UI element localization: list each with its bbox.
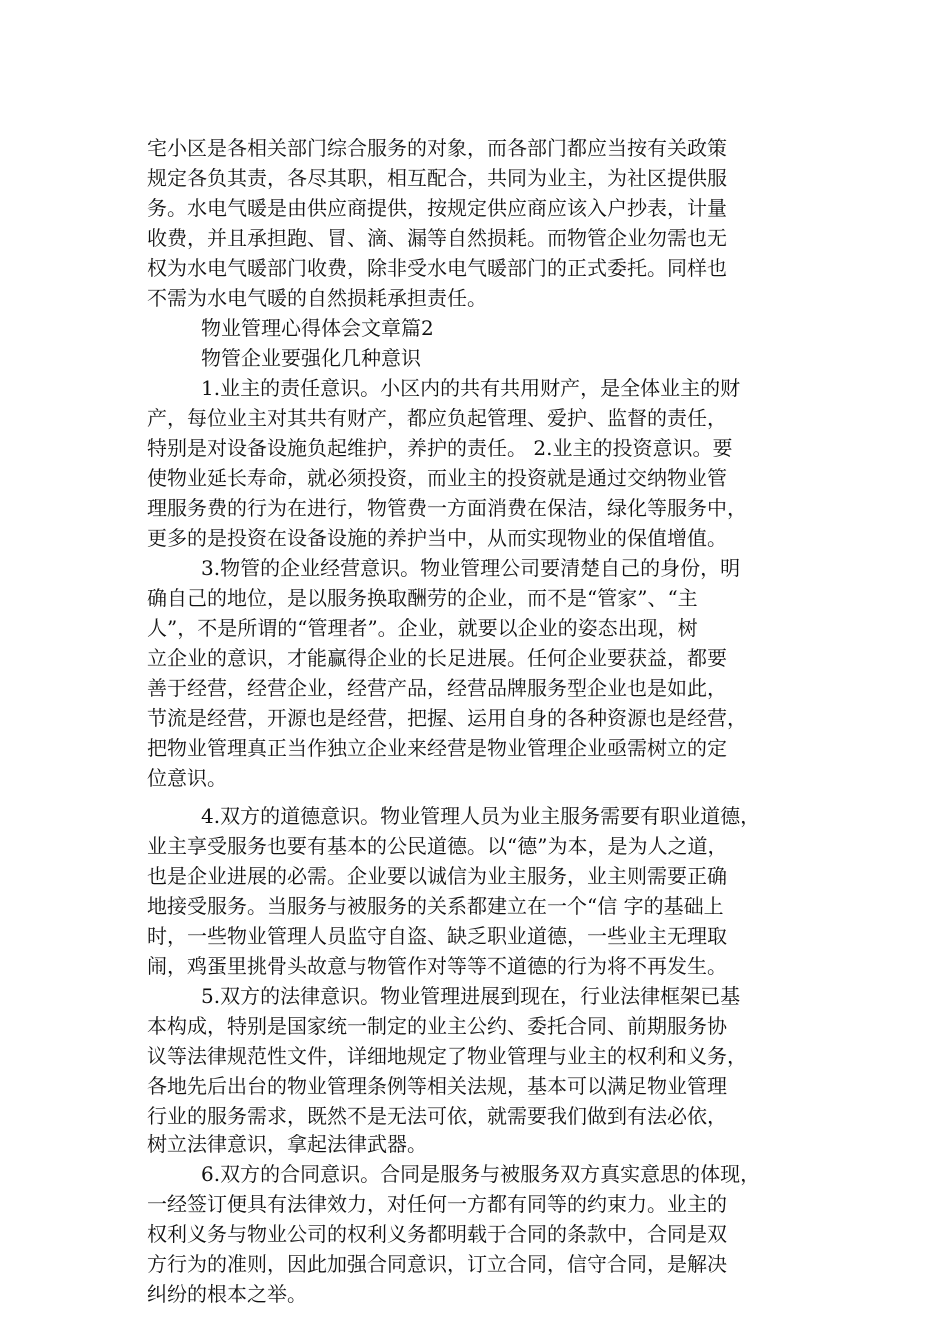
body-text-line: 闹，鸡蛋里挑骨头故意与物管作对等等不道德的行为将不再发生。 [147, 954, 727, 978]
body-text-line: 各地先后出台的物业管理条例等相关法规，基本可以满足物业管理 [147, 1074, 727, 1098]
body-text-line: 理服务费的行为在进行，物管费一方面消费在保洁，绿化等服务中， [147, 496, 747, 520]
body-text-line: 善于经营，经营企业，经营产品，经营品牌服务型企业也是如此， [147, 676, 727, 700]
body-text-line: 产，每位业主对其共有财产，都应负起管理、爱护、监督的责任， [147, 406, 727, 430]
body-text-line: 收费，并且承担跑、冒、滴、漏等自然损耗。而物管企业勿需也无 [147, 226, 727, 250]
body-text-line: 纠纷的根本之举。 [147, 1282, 307, 1306]
body-text-line: 6.双方的合同意识。合同是服务与被服务双方真实意思的体现， [201, 1162, 761, 1186]
body-text-line: 本构成，特别是国家统一制定的业主公约、委托合同、前期服务协 [147, 1014, 727, 1038]
body-text-line: 权利义务与物业公司的权利义务都明载于合同的条款中，合同是双 [147, 1222, 727, 1246]
body-text-line: 人”，不是所谓的“管理者”。企业，就要以企业的姿态出现，树 [147, 616, 698, 640]
body-text-line: 宅小区是各相关部门综合服务的对象，而各部门都应当按有关政策 [147, 136, 727, 160]
section-subheading: 物管企业要强化几种意识 [201, 346, 421, 370]
body-text-line: 议等法律规范性文件，详细地规定了物业管理与业主的权利和义务， [147, 1044, 747, 1068]
body-text-line: 务。水电气暖是由供应商提供，按规定供应商应该入户抄表，计量 [147, 196, 727, 220]
body-text-line: 特别是对设备设施负起维护，养护的责任。 2.业主的投资意识。要 [147, 436, 733, 460]
body-text-line: 节流是经营，开源也是经营，把握、运用自身的各种资源也是经营， [147, 706, 747, 730]
body-text-line: 权为水电气暖部门收费，除非受水电气暖部门的正式委托。同样也 [147, 256, 727, 280]
section-heading: 物业管理心得体会文章篇2 [201, 316, 434, 340]
body-text-line: 位意识。 [147, 766, 227, 790]
body-text-line: 也是企业进展的必需。企业要以诚信为业主服务，业主则需要正确 [147, 864, 727, 888]
body-text-line: 树立法律意识，拿起法律武器。 [147, 1132, 427, 1156]
body-text-line: 4.双方的道德意识。物业管理人员为业主服务需要有职业道德， [201, 804, 761, 828]
body-text-line: 使物业延长寿命，就必须投资，而业主的投资就是通过交纳物业管 [147, 466, 727, 490]
body-text-line: 不需为水电气暖的自然损耗承担责任。 [147, 286, 487, 310]
body-text-line: 立企业的意识，才能赢得企业的长足进展。任何企业要获益，都要 [147, 646, 727, 670]
body-text-line: 5.双方的法律意识。物业管理进展到现在，行业法律框架已基 [201, 984, 741, 1008]
body-text-line: 业主享受服务也要有基本的公民道德。以“德”为本，是为人之道， [147, 834, 728, 858]
body-text-line: 时，一些物业管理人员监守自盗、缺乏职业道德，一些业主无理取 [147, 924, 727, 948]
body-text-line: 确自己的地位，是以服务换取酬劳的企业，而不是“管家”、“主 [147, 586, 698, 610]
body-text-line: 把物业管理真正当作独立企业来经营是物业管理企业亟需树立的定 [147, 736, 727, 760]
body-text-line: 3.物管的企业经营意识。物业管理公司要清楚自己的身份，明 [201, 556, 741, 580]
body-text-line: 一经签订便具有法律效力，对任何一方都有同等的约束力。业主的 [147, 1192, 727, 1216]
body-text-line: 1.业主的责任意识。小区内的共有共用财产，是全体业主的财 [201, 376, 741, 400]
body-text-line: 更多的是投资在设备设施的养护当中，从而实现物业的保值增值。 [147, 526, 727, 550]
body-text-line: 方行为的准则，因此加强合同意识，订立合同，信守合同，是解决 [147, 1252, 727, 1276]
body-text-line: 规定各负其责，各尽其职，相互配合，共同为业主，为社区提供服 [147, 166, 727, 190]
body-text-line: 地接受服务。当服务与被服务的关系都建立在一个“信 字的基础上 [147, 894, 724, 918]
body-text-line: 行业的服务需求，既然不是无法可依，就需要我们做到有法必依， [147, 1104, 727, 1128]
